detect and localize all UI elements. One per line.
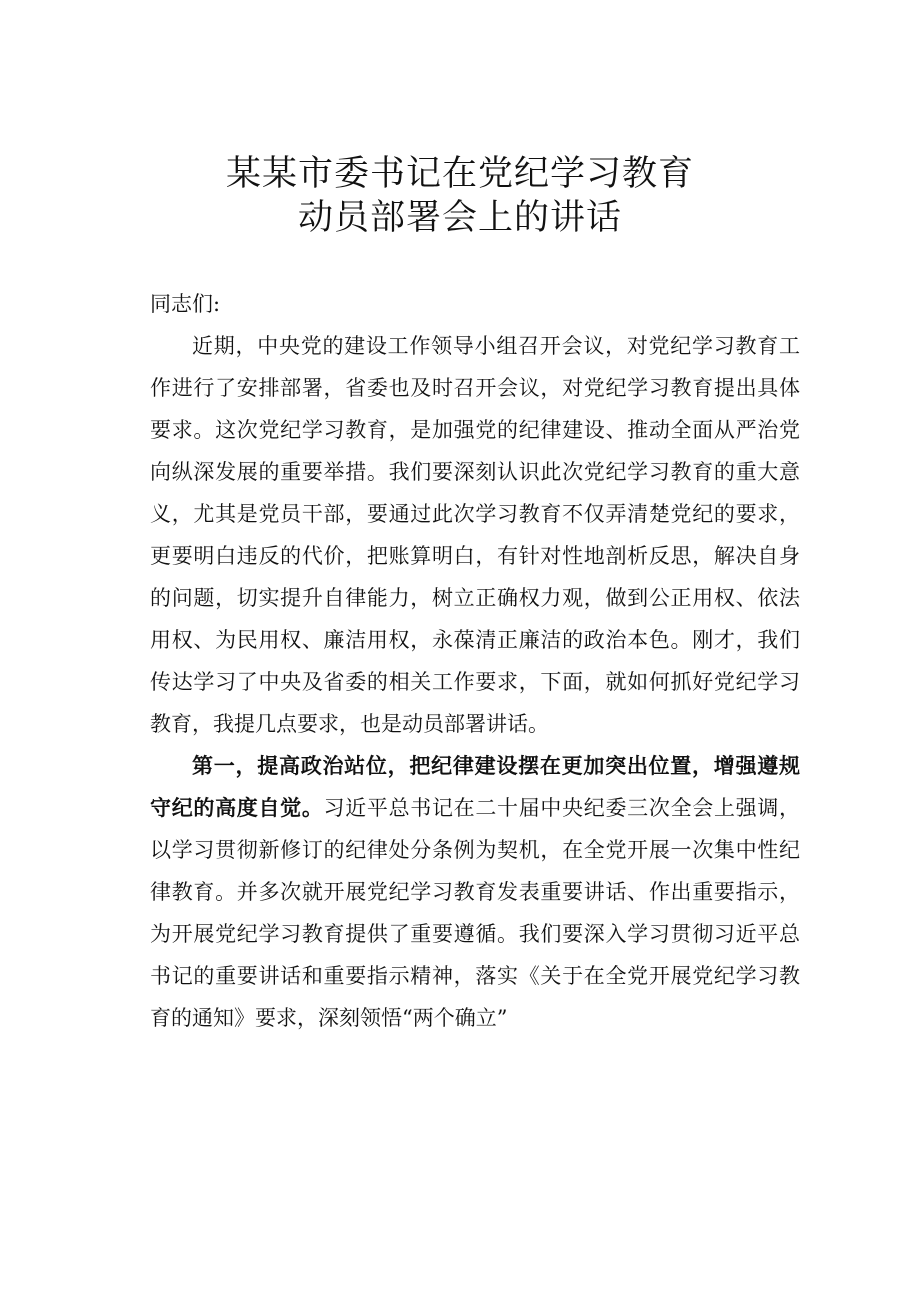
document-title (0, 152, 920, 240)
paragraph-first-point-text: 习近平总书记在二十届中央纪委三次全会上强调，以学习贯彻新修订的纪律处分条例为契机，在全党开展一次集中性纪律教育。并多次就开展党纪学习教育发表重要讲话、作出重要指示，为开展党纪学习教育提供了重要遵循。我们要深入学习贯彻习近平总书记的重要讲话和重要指示精神，落实《关于在全党开展党纪学习教育的通知》要求，深刻领悟“两个确立” (150, 796, 801, 1030)
document-body (150, 283, 800, 1039)
paragraph-first-point (150, 745, 800, 1039)
title-line-2: 动员部署会上的讲话 (297, 198, 622, 238)
salutation: 同志们: (150, 292, 221, 316)
paragraph-intro: 近期，中央党的建设工作领导小组召开会议，对党纪学习教育工作进行了安排部署，省委也及时召开会议，对党纪学习教育提出具体要求。这次党纪学习教育，是加强党的纪律建设、推动全面从严治党向纵深发展的重要举措。我们要深刻认识此次党纪学习教育的重大意义，尤其是党员干部，要通过此次学习教育不仅弄清楚党纪的要求，更要明白违反的代价，把账算明白，有针对性地剖析反思，解决自身的问题，切实提升自律能力，树立正确权力观，做到公正用权、依法用权、为民用权、廉洁用权，永葆清正廉洁的政治本色。刚才，我们传达学习了中央及省委的相关工作要求，下面，就如何抓好党纪学习教育，我提几点要求，也是动员部署讲话。 (150, 334, 800, 736)
title-line-1: 某某市委书记在党纪学习教育 (225, 154, 694, 194)
paragraph-first-point-heading: 第一，提高政治站位，把纪律建设摆在更加突出位置，增强遵规守纪的高度自觉。 (150, 753, 800, 820)
